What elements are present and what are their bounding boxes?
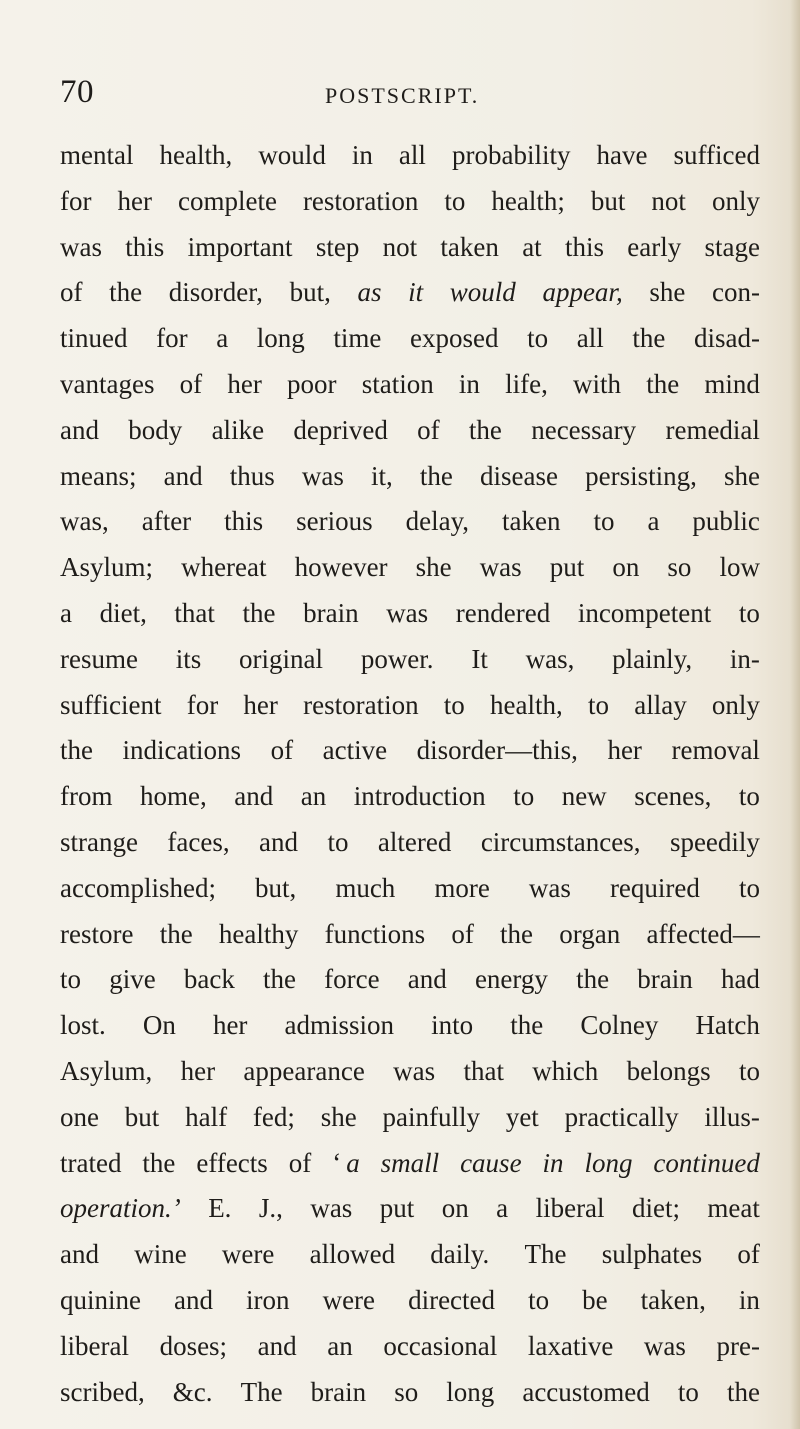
- word: was: [310, 1193, 353, 1224]
- word: one: [60, 1101, 99, 1132]
- word: resume: [60, 643, 138, 674]
- word: con-: [711, 277, 760, 308]
- word: persisting,: [585, 460, 697, 491]
- word: had: [720, 964, 760, 995]
- word: the: [263, 964, 296, 995]
- word: it,: [370, 460, 393, 491]
- word: this: [224, 506, 264, 537]
- word: wine: [134, 1239, 187, 1270]
- word: healthy: [218, 918, 299, 949]
- word: Colney: [580, 1010, 659, 1041]
- word: to: [327, 826, 349, 857]
- word: long: [256, 323, 305, 354]
- emphasis-word: cause: [460, 1147, 522, 1178]
- word: health,: [159, 140, 233, 170]
- word: long: [446, 1376, 495, 1407]
- word: life,: [505, 368, 548, 399]
- word: the: [576, 964, 610, 995]
- word: directed: [408, 1284, 496, 1315]
- word: serious: [296, 506, 373, 537]
- word: was: [393, 1055, 436, 1086]
- word: occasional: [383, 1330, 498, 1361]
- word: and: [257, 1330, 297, 1361]
- word: tinued: [60, 323, 128, 354]
- word: Asylum,: [60, 1055, 153, 1086]
- word: fed;: [252, 1101, 295, 1132]
- word: stage: [704, 231, 760, 262]
- word: and: [407, 964, 447, 995]
- word: and: [234, 781, 274, 812]
- word: and: [60, 1239, 99, 1270]
- word: that: [463, 1055, 504, 1086]
- word: lost.: [60, 1010, 106, 1041]
- word: energy: [474, 964, 548, 995]
- word: remedial: [665, 414, 760, 445]
- text-line: [60, 728, 760, 774]
- word: was: [643, 1330, 686, 1361]
- word: allay: [634, 689, 687, 720]
- word: after: [141, 506, 192, 537]
- text-line: [60, 1232, 760, 1278]
- word: active: [322, 735, 388, 766]
- text-line: [60, 912, 760, 958]
- word: to: [443, 689, 465, 720]
- word: The: [524, 1239, 567, 1270]
- word: iron: [246, 1284, 290, 1315]
- word: the: [109, 277, 143, 308]
- word: low: [719, 552, 760, 583]
- word: the: [142, 1147, 176, 1178]
- word: were: [221, 1239, 275, 1270]
- page-body-text: [60, 133, 760, 1415]
- word: sufficient: [60, 689, 162, 720]
- word: give: [109, 964, 156, 995]
- word: to: [528, 1284, 550, 1315]
- word: this: [564, 231, 604, 262]
- word: On: [142, 1010, 176, 1041]
- word: restore: [60, 918, 134, 949]
- word: alike: [211, 414, 265, 445]
- word: the: [632, 323, 666, 354]
- word: restoration: [303, 689, 419, 720]
- word: brain: [637, 964, 693, 995]
- word: she: [723, 460, 760, 491]
- word: speedily: [669, 826, 760, 857]
- word: means;: [60, 460, 137, 491]
- page-edge-shadow: [790, 0, 800, 1429]
- emphasis-word: long: [584, 1147, 633, 1178]
- word: her: [180, 1055, 216, 1086]
- text-line: [60, 225, 760, 271]
- word: put: [379, 1193, 415, 1224]
- word: the: [159, 918, 193, 949]
- word: meat: [707, 1193, 760, 1224]
- word: to: [513, 781, 535, 812]
- word: her: [117, 185, 152, 216]
- word: the: [500, 918, 534, 949]
- word: she: [649, 277, 686, 308]
- word: health,: [490, 689, 563, 720]
- word: admission: [284, 1010, 395, 1041]
- word: of: [60, 277, 83, 308]
- word: disorder—this,: [416, 735, 578, 766]
- word: only: [711, 689, 760, 720]
- word: probability: [451, 140, 571, 170]
- word: J.,: [258, 1193, 283, 1224]
- word: of: [270, 735, 294, 766]
- word: to: [444, 185, 466, 216]
- word: to: [738, 781, 760, 812]
- word: brain: [303, 597, 359, 628]
- word: a: [647, 506, 660, 537]
- word: but: [590, 185, 626, 216]
- emphasis-word: as: [357, 277, 382, 308]
- text-line: [60, 1370, 760, 1416]
- word: her: [607, 735, 642, 766]
- word: the: [60, 735, 93, 766]
- word: to: [738, 1055, 760, 1086]
- word: and: [174, 1284, 214, 1315]
- word: strange: [60, 826, 138, 857]
- text-line: [60, 545, 760, 591]
- word: appearance: [243, 1055, 365, 1086]
- word: belongs: [626, 1055, 711, 1086]
- word: quinine: [60, 1284, 141, 1315]
- word: be: [582, 1284, 608, 1315]
- word: to: [587, 689, 609, 720]
- word: she: [320, 1101, 357, 1132]
- word: so: [394, 1376, 419, 1407]
- running-head: POSTSCRIPT.: [325, 83, 480, 108]
- text-line: [60, 637, 760, 683]
- word: and: [259, 826, 299, 857]
- emphasis-word: a: [346, 1147, 360, 1178]
- word: in-: [729, 643, 760, 674]
- text-line: [60, 316, 760, 362]
- word: scribed,: [60, 1376, 145, 1407]
- word: at: [522, 231, 542, 262]
- word: in: [351, 140, 373, 170]
- word: delay,: [405, 506, 470, 537]
- text-line: [60, 1049, 760, 1095]
- text-line: [60, 957, 760, 1003]
- word: disease: [480, 460, 558, 491]
- word: scenes,: [634, 781, 712, 812]
- word: indications: [122, 735, 242, 766]
- word: brain: [310, 1376, 367, 1407]
- word: disad-: [693, 323, 760, 354]
- word: but: [124, 1101, 160, 1132]
- word: back: [183, 964, 235, 995]
- text-line: [60, 1003, 760, 1049]
- word: complete: [177, 185, 277, 216]
- word: an: [300, 781, 327, 812]
- word: doses;: [159, 1330, 228, 1361]
- word: public: [692, 506, 760, 537]
- word: accustomed: [522, 1376, 650, 1407]
- text-line: [60, 866, 760, 912]
- word: faces,: [167, 826, 230, 857]
- word: yet: [505, 1101, 539, 1132]
- word: altered: [377, 826, 452, 857]
- word: &c.: [172, 1376, 213, 1407]
- word: health;: [491, 185, 565, 216]
- word: pre-: [716, 1330, 760, 1361]
- word: the: [468, 414, 502, 445]
- word: exposed: [410, 323, 499, 354]
- word: was: [528, 872, 571, 903]
- word: a: [60, 597, 72, 628]
- word: so: [667, 552, 692, 583]
- text-line: [60, 1324, 760, 1370]
- word: a: [216, 323, 229, 354]
- word: her: [227, 368, 262, 399]
- text-line: [60, 1141, 760, 1187]
- text-line: [60, 270, 760, 316]
- word: of: [451, 918, 474, 949]
- word: circumstances,: [480, 826, 641, 857]
- word: taken: [440, 231, 499, 262]
- word: time: [333, 323, 382, 354]
- word: affected—: [646, 918, 760, 949]
- word: E.: [208, 1193, 232, 1224]
- word: of: [288, 1147, 312, 1178]
- word: much: [335, 872, 396, 903]
- word: all: [398, 140, 426, 170]
- word: in: [458, 368, 480, 399]
- word: with: [573, 368, 622, 399]
- word: all: [576, 323, 604, 354]
- word: trated: [60, 1147, 122, 1178]
- word: to: [60, 964, 82, 995]
- word: was,: [525, 643, 575, 674]
- word: laxative: [527, 1330, 614, 1361]
- word: force: [324, 964, 380, 995]
- word: poor: [287, 368, 337, 399]
- emphasis-word: it: [408, 277, 424, 308]
- word: the: [726, 1376, 760, 1407]
- word: liberal: [60, 1330, 129, 1361]
- text-line: [60, 1278, 760, 1324]
- word: incompetent: [577, 597, 712, 628]
- word: however: [294, 552, 388, 583]
- word: power.: [360, 643, 434, 674]
- word: important: [187, 231, 293, 262]
- word: practically: [564, 1101, 679, 1132]
- word: required: [609, 872, 700, 903]
- word: she: [415, 552, 452, 583]
- emphasis-word: operation.’: [60, 1193, 181, 1224]
- word: was: [60, 231, 102, 262]
- text-line: [60, 179, 760, 225]
- word: new: [561, 781, 607, 812]
- word: illus-: [704, 1101, 760, 1132]
- text-line: [60, 408, 760, 454]
- word: for: [60, 185, 92, 216]
- word: of: [179, 368, 203, 399]
- text-line: [60, 774, 760, 820]
- word: It: [471, 643, 488, 674]
- word: half: [185, 1101, 228, 1132]
- word: were: [322, 1284, 376, 1315]
- word: early: [627, 231, 682, 262]
- word: introduction: [353, 781, 486, 812]
- emphasis-word: in: [542, 1147, 564, 1178]
- word: sufficed: [673, 140, 760, 170]
- word: into: [431, 1010, 474, 1041]
- word: station: [361, 368, 434, 399]
- word: painfully: [382, 1101, 481, 1132]
- word: mind: [704, 368, 760, 399]
- page-number: 70: [60, 74, 94, 110]
- word: have: [596, 140, 648, 170]
- word: effects: [196, 1147, 268, 1178]
- word: plainly,: [612, 643, 693, 674]
- text-line: [60, 454, 760, 500]
- quote-mark: ‘: [332, 1147, 342, 1178]
- word: the: [510, 1010, 544, 1041]
- word: organ: [559, 918, 621, 949]
- text-line: [60, 362, 760, 408]
- word: not: [651, 185, 686, 216]
- word: not: [382, 231, 418, 262]
- page-header: [60, 72, 760, 112]
- word: a: [496, 1193, 509, 1224]
- word: an: [327, 1330, 353, 1361]
- word: of: [417, 414, 440, 445]
- word: Hatch: [695, 1010, 760, 1041]
- text-line: [60, 683, 760, 729]
- emphasis-word: small: [380, 1147, 440, 1178]
- word: The: [240, 1376, 283, 1407]
- word: was: [301, 460, 344, 491]
- emphasis-word: appear,: [542, 277, 623, 308]
- word: was,: [60, 506, 109, 537]
- word: diet,: [99, 597, 147, 628]
- word: daily.: [430, 1239, 490, 1270]
- word: sulphates: [601, 1239, 703, 1270]
- word: functions: [324, 918, 426, 949]
- word: was: [386, 597, 429, 628]
- word: taken: [502, 506, 561, 537]
- word: to: [677, 1376, 699, 1407]
- word: on: [441, 1193, 469, 1224]
- word: to: [738, 597, 760, 628]
- word: but,: [255, 872, 297, 903]
- text-line: [60, 133, 760, 179]
- word: for: [156, 323, 188, 354]
- word: liberal: [535, 1193, 605, 1224]
- word: home,: [139, 781, 207, 812]
- word: whereat: [181, 552, 267, 583]
- word: the: [419, 460, 453, 491]
- word: in: [738, 1284, 760, 1315]
- word: taken,: [640, 1284, 706, 1315]
- word: put: [549, 552, 585, 583]
- word: necessary: [531, 414, 637, 445]
- word: more: [434, 872, 490, 903]
- text-line: [60, 1095, 760, 1141]
- emphasis-word: would: [449, 277, 516, 308]
- text-line: [60, 591, 760, 637]
- word: deprived: [293, 414, 388, 445]
- word: Asylum;: [60, 552, 154, 583]
- word: from: [60, 781, 113, 812]
- word: vantages: [60, 368, 155, 399]
- emphasis-word: continued: [653, 1147, 760, 1178]
- word: allowed: [309, 1239, 396, 1270]
- text-line: [60, 499, 760, 545]
- word: rendered: [455, 597, 551, 628]
- word: the: [242, 597, 276, 628]
- word: on: [612, 552, 640, 583]
- text-line: [60, 820, 760, 866]
- word: to: [593, 506, 615, 537]
- word: that: [174, 597, 215, 628]
- word: the: [646, 368, 680, 399]
- word: diet;: [631, 1193, 680, 1224]
- word: to: [527, 323, 549, 354]
- word: only: [711, 185, 760, 216]
- word: thus: [229, 460, 275, 491]
- word: and: [163, 460, 203, 491]
- word: her: [243, 689, 278, 720]
- word: accomplished;: [60, 872, 216, 903]
- word: would: [258, 140, 326, 170]
- word: this: [125, 231, 165, 262]
- word: restoration: [302, 185, 419, 216]
- word: which: [532, 1055, 599, 1086]
- word: body: [128, 414, 183, 445]
- word: was: [479, 552, 522, 583]
- word: to: [738, 872, 760, 903]
- word: but,: [289, 277, 331, 308]
- word: removal: [671, 735, 760, 766]
- text-line: [60, 1186, 760, 1232]
- word: and: [60, 414, 99, 445]
- word: disorder,: [168, 277, 263, 308]
- word: mental: [60, 140, 134, 170]
- word: its: [175, 643, 202, 674]
- word: step: [315, 231, 360, 262]
- word: original: [239, 643, 324, 674]
- word: of: [737, 1239, 760, 1270]
- word: her: [212, 1010, 248, 1041]
- word: for: [186, 689, 219, 720]
